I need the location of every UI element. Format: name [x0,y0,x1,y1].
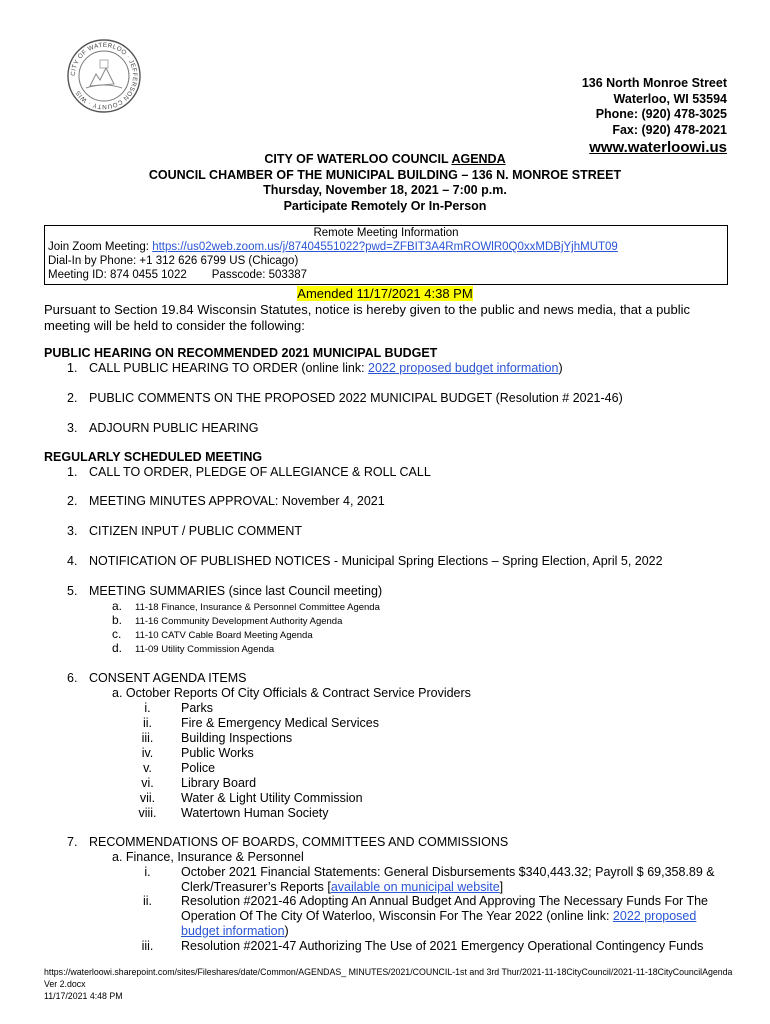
budget-info-link-2b[interactable]: budget information [181,924,285,938]
regular-item-1: 1. CALL TO ORDER, PLEDGE OF ALLEGIANCE & ROLL CALL [67,465,431,479]
consent-list-item: ii. Fire & Emergency Medical Services [142,716,379,730]
summary-item-b: b. 11-16 Community Development Authority Agenda [112,613,343,627]
amended-notice: Amended 11/17/2021 4:38 PM [297,286,473,301]
regular-item-3: 3. CITIZEN INPUT / PUBLIC COMMENT [67,524,302,538]
hearing-item-2: 2. PUBLIC COMMENTS ON THE PROPOSED 2022 MUNICIPAL BUDGET (Resolution # 2021-46) [67,391,623,405]
remote-title: Remote Meeting Information [313,227,459,239]
regular-item-4: 4. NOTIFICATION OF PUBLISHED NOTICES - Municipal Spring Elections – Spring Election, April 5, 2022 [67,554,663,568]
city-seal-logo [66,38,142,114]
address-phone: Phone: (920) 478-3025 [595,107,727,121]
footer-printed: 11/17/2021 4:48 PM [44,991,123,1001]
hearing-item-1: 1. CALL PUBLIC HEARING TO ORDER (online link: 2022 proposed budget information) [67,361,563,375]
rec-ii-line3: budget information) [181,924,289,938]
consent-list-item: viii. Watertown Human Society [138,806,329,820]
zoom-label: Join Zoom Meeting: [48,241,153,253]
remote-meeting-box [44,225,728,285]
regular-item-2: 2. MEETING MINUTES APPROVAL: November 4, 2021 [67,494,385,508]
municipal-website-link[interactable]: available on municipal website [330,880,500,894]
rec-sub-a: a. Finance, Insurance & Personnel [112,850,304,864]
rec-ii-line1: Resolution #2021-46 Adopting An Annual Budget And Approving The Necessary Funds For The [181,894,708,908]
budget-info-link[interactable]: 2022 proposed budget information [368,361,559,375]
consent-list-item: iii. Building Inspections [141,731,293,745]
dial-in: Dial-In by Phone: +1 312 626 6799 US (Chicago) [48,255,299,267]
header-date: Thursday, November 18, 2021 – 7:00 p.m. [263,183,507,197]
footer-path: https://waterloowi.sharepoint.com/sites/Fileshares/date/Common/AGENDAS_ MINUTES/2021/COUNCIL-1st and 3rd Thur/2021-11-18CityCouncil/2021-11-18CityCouncilAgenda Ver 2.docx [44,967,733,989]
consent-list-item: iv. Public Works [141,746,254,760]
meeting-id: Meeting ID: 874 0455 1022 [48,269,187,281]
svg-text:CITY OF WATERLOO · JEFFERSON C [70,42,138,110]
regular-item-7: 7. RECOMMENDATIONS OF BOARDS, COMMITTEES AND COMMISSIONS [67,835,509,849]
rec-num-iii: iii. [141,939,154,953]
hearing-title: PUBLIC HEARING ON RECOMMENDED 2021 MUNICIPAL BUDGET [44,346,438,360]
rec-iii-text: Resolution #2021-47 Authorizing The Use of 2021 Emergency Operational Contingency Funds [181,939,704,953]
header-participation: Participate Remotely Or In-Person [283,198,487,213]
website-link[interactable]: www.waterloowi.us [589,139,727,156]
address-city: Waterloo, WI 53594 [613,91,727,106]
rec-num-ii: ii. [142,894,153,908]
rec-i-line1: October 2021 Financial Statements: General Disbursements $340,443.32; Payroll $ 69,358.89 & [181,865,715,879]
rec-i-line2: Clerk/Treasurer’s Reports [available on municipal website] [181,880,504,894]
hearing-item-3: 3. ADJOURN PUBLIC HEARING [67,421,259,435]
seal-text: CITY OF WATERLOO · JEFFERSON COUNTY · WIS [69,41,139,111]
header-location: COUNCIL CHAMBER OF THE MUNICIPAL BUILDING – 136 N. MONROE STREET [148,167,622,182]
summary-item-d: d. 11-09 Utility Commission Agenda [112,641,275,655]
regular-item-5: 5. MEETING SUMMARIES (since last Council meeting) [67,584,383,598]
regular-title: REGULARLY SCHEDULED MEETING [44,450,263,464]
header-title: CITY OF WATERLOO COUNCIL AGENDA [264,152,506,166]
city-address-block [582,76,727,158]
regular-item-6: 6. CONSENT AGENDA ITEMS [67,671,247,685]
address-street: 136 North Monroe Street [581,76,727,90]
consent-sub-a: a. October Reports Of City Officials & Contract Service Providers [112,686,471,700]
intro-paragraph: Pursuant to Section 19.84 Wisconsin Statutes, notice is hereby given to the public and news media, that a public meeting will be held to consider the following: [44,302,691,333]
passcode: Passcode: 503387 [211,269,308,281]
consent-list-item: vi. Library Board [141,776,257,790]
footer [44,966,734,1002]
consent-list-item: v. Police [143,761,216,775]
consent-list-item: vii. Water & Light Utility Commission [139,791,363,805]
consent-list-item: i. Parks [144,701,213,715]
address-fax: Fax: (920) 478-2021 [612,122,727,137]
budget-info-link-2[interactable]: 2022 proposed [612,909,697,923]
rec-num-i: i. [144,865,151,879]
summary-item-a: a. 11-18 Finance, Insurance & Personnel Committee Agenda [112,599,380,613]
rec-ii-line2: Operation Of The City Of Waterloo, Wisconsin For The Year 2022 (online link: 2022 proposed [181,909,697,923]
summary-item-c: c. 11-10 CATV Cable Board Meeting Agenda [112,627,313,641]
agenda-header [0,152,770,214]
zoom-link[interactable]: https://us02web.zoom.us/j/87404551022?pwd=ZFBIT3A4RmROWlR0Q0xxMDBjYjhMUT09 [152,241,618,253]
